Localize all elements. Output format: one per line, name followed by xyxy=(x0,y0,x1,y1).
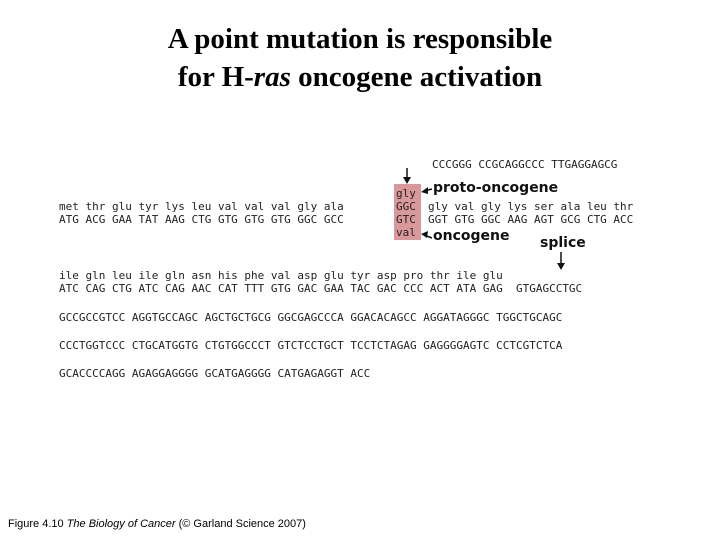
title-line-1: A point mutation is responsible xyxy=(167,23,553,55)
oncogene-label: oncogene xyxy=(433,228,510,244)
exon-amino-acids-row2: ile gln leu ile gln asn his phe val asp glu tyr asp pro thr ile glu xyxy=(59,269,503,282)
caption-book-title: The Biology of Cancer xyxy=(66,518,176,530)
splice-site-arrow xyxy=(557,252,565,270)
proto-oncogene-label: proto-oncogene xyxy=(433,180,559,196)
oncogene-arrow xyxy=(421,231,432,238)
caption-prefix: Figure 4.10 xyxy=(8,518,67,530)
codon-12-normal-aa: gly xyxy=(396,187,416,200)
codon-12-mutant-codon: GTC xyxy=(396,213,416,226)
exon1-amino-acids-right: gly val gly lys ser ala leu thr xyxy=(428,200,634,213)
intron-sequence-row4: CCCTGGTCCC CTGCATGGTG CTGTGGCCCT GTCTCCTGCT TCCTCTAGAG GAGGGGAGTC CCTCGTCTCA xyxy=(59,339,563,352)
codon-12-mutant-aa: val xyxy=(396,226,416,239)
exon1-amino-acids-left: met thr glu tyr lys leu val val val gly ala xyxy=(59,200,344,213)
proto-oncogene-arrow xyxy=(421,187,432,194)
exon1-nucleotides-left: ATG ACG GAA TAT AAG CTG GTG GTG GTG GGC GCC xyxy=(59,213,344,226)
intron-sequence-row5: GCACCCCAGG AGAGGAGGGG GCATGAGGGG CATGAGAGGT ACC xyxy=(59,367,371,380)
title-gene-name: ras xyxy=(253,61,291,93)
exon1-nucleotides-right: GGT GTG GGC AAG AGT GCG CTG ACC xyxy=(428,213,634,226)
caption-suffix: (© Garland Science 2007) xyxy=(175,518,306,530)
title-line-2-suffix: oncogene activation xyxy=(290,61,543,93)
upstream-sequence: CCCGGG CCGCAGGCCC TTGAGGAGCG xyxy=(432,158,618,171)
codon-12-arrow xyxy=(403,168,411,184)
title-line-2-prefix: for H- xyxy=(177,61,254,93)
intron-sequence-row3: GCCGCCGTCC AGGTGCCAGC AGCTGCTGCG GGCGAGCCCA GGACACAGCC AGGATAGGGC TGGCTGCAGC xyxy=(59,311,563,324)
exon-nucleotides-row2: ATC CAG CTG ATC CAG AAC CAT TTT GTG GAC GAA TAC GAC CCC ACT ATA GAG GTGAGCCTGC xyxy=(59,282,583,295)
codon-12-normal-codon: GGC xyxy=(396,200,416,213)
figure-caption xyxy=(8,518,306,530)
splice-label: splice xyxy=(540,235,586,251)
